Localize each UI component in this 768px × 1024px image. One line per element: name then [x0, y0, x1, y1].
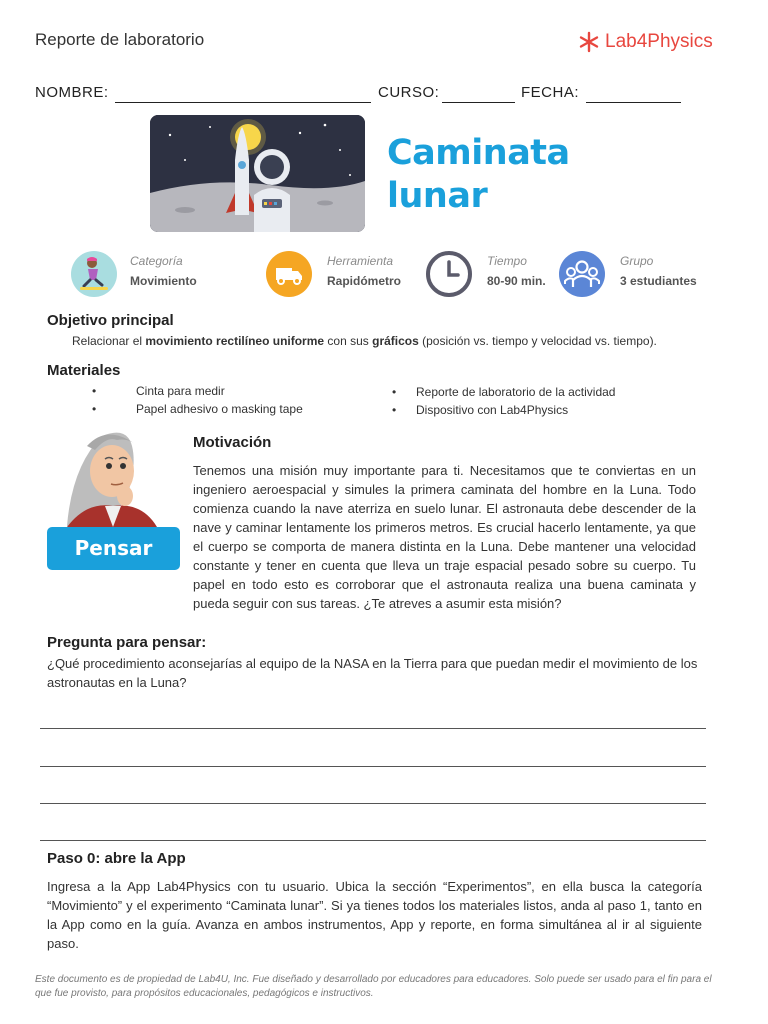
title-line-2: lunar: [387, 176, 488, 216]
category-key: Categoría: [130, 254, 183, 268]
material-item: • Dispositivo con Lab4Physics: [392, 403, 569, 417]
answer-line[interactable]: [40, 840, 706, 841]
motivation-text: Tenemos una misión muy importante para ti. Necesitamos que te conviertas en un ingeniero aeroespacial y simules la primera caminata del hombre en la Luna. Todo comienza cuando la nave aterriza en suelo lunar. El astronauta debe descender de la nave y caminar lentamente los primeros metros. Es crucial hacerlo lentamente, ya que el cuerpo se comporta de manera distinta en la Luna. Debe mantener una velocidad constante y tener en cuenta que lleva un traje espacial pesado sobre su cuerpo. Tu papel en todo esto es corroborar que el astronauta realiza una buena caminata y pueda seguir con sus tareas. ¿Te atreves a asumir esta misión?: [193, 463, 696, 611]
answer-line[interactable]: [40, 803, 706, 804]
think-badge: Pensar: [47, 527, 180, 570]
materials-title: Materiales: [47, 362, 121, 379]
clock-icon: [425, 250, 473, 298]
answer-line[interactable]: [40, 766, 706, 767]
truck-icon: [265, 250, 313, 298]
material-item: • Cinta para medir: [92, 384, 225, 398]
report-title: Reporte de laboratorio: [35, 30, 205, 49]
moon-walk-illustration: [150, 115, 365, 232]
step0-title: Paso 0: abre la App: [47, 850, 186, 867]
objective-text: Relacionar el movimiento rectilíneo uniforme con sus gráficos (posición vs. tiempo y velocidad vs. tiempo).: [72, 334, 657, 348]
group-key: Grupo: [620, 254, 654, 268]
objective-title: Objetivo principal: [47, 312, 174, 329]
experiment-title: [387, 132, 570, 218]
time-value: 80-90 min.: [487, 274, 546, 288]
copyright-footer: Este documento es de propiedad de Lab4U, Inc. Fue diseñado y desarrollado por educadores para educadores. Solo puede ser usado para el fin para el que fue provisto, para propósitos educacionales, pedagógicos e instructivos.: [35, 974, 712, 999]
title-line-1: Caminata: [387, 133, 570, 173]
brand-name: Lab4Physics: [605, 31, 713, 52]
category-value: Movimiento: [130, 274, 197, 288]
brand-logo: [578, 31, 713, 53]
motivation-title: Motivación: [193, 434, 272, 451]
answer-line[interactable]: [40, 728, 706, 729]
tool-value: Rapidómetro: [327, 274, 402, 288]
name-label: NOMBRE:: [35, 84, 109, 101]
question-text: ¿Qué procedimiento aconsejarías al equipo de la NASA en la Tierra para que puedan medir el movimiento de los astronautas en la Luna?: [47, 656, 698, 690]
course-field[interactable]: [442, 102, 515, 103]
material-item: • Papel adhesivo o masking tape: [92, 402, 303, 416]
asterisk-logo-icon: [578, 31, 600, 53]
group-icon: [558, 250, 606, 298]
question-title: Pregunta para pensar:: [47, 634, 207, 651]
astronaut-rocket-icon: [150, 115, 365, 232]
tool-key: Herramienta: [327, 254, 394, 268]
course-label: CURSO:: [378, 84, 440, 101]
date-field[interactable]: [586, 102, 681, 103]
date-label: FECHA:: [521, 84, 580, 101]
material-item: • Reporte de laboratorio de la actividad: [392, 385, 616, 399]
skateboarder-icon: [70, 250, 118, 298]
name-field[interactable]: [115, 102, 371, 103]
group-value: 3 estudiantes: [620, 274, 697, 288]
step0-text: Ingresa a la App Lab4Physics con tu usuario. Ubica la sección “Experimentos”, en ella busca la categoría “Movimiento” y el experimento “Caminata lunar”. Si ya tienes todos los materiales listos, anda al paso 1, tanto en la App como en la guía. Avanza en ambos instrumentos, App y reporte, en forma simultánea al ir al siguiente paso.: [47, 879, 702, 951]
time-key: Tiempo: [487, 254, 527, 268]
